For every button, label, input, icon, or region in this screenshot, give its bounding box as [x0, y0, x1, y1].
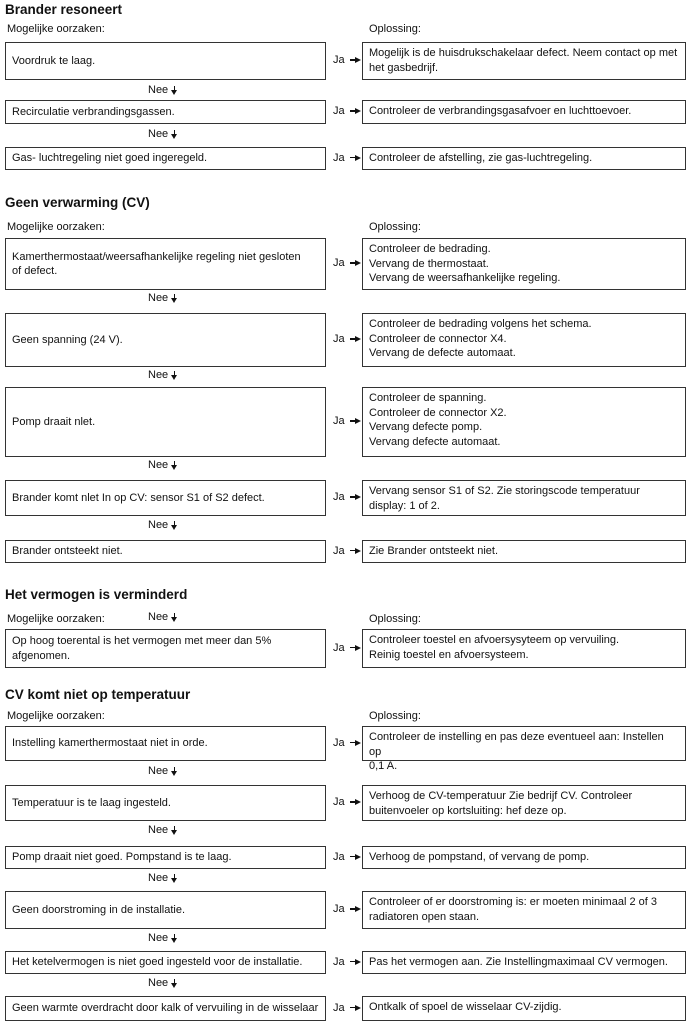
- solution-text-line: Controleer de verbrandingsgasafvoer en luchttoevoer.: [369, 105, 632, 117]
- arrow-down-icon: [171, 767, 178, 776]
- ja-connector: [333, 545, 361, 557]
- solution-box: [362, 42, 686, 80]
- solution-text-line: 0,1 A.: [369, 760, 398, 772]
- arrow-right-icon: [355, 260, 361, 266]
- solution-text-line: Verhoog de pompstand, of vervang de pomp.: [369, 851, 590, 863]
- arrow-right-icon: [355, 155, 361, 161]
- solution-text-line: Controleer de spanning.: [369, 392, 487, 404]
- nee-connector: [148, 872, 178, 884]
- arrow-right-icon: [355, 418, 361, 424]
- section-title: Brander resoneert: [5, 2, 123, 17]
- ja-connector: [333, 54, 361, 66]
- ja-label: Ja: [333, 105, 345, 117]
- solution-text-line: Controleer toestel en afvoersysyteem op vervuiling.: [369, 634, 620, 646]
- nee-connector: [148, 824, 178, 836]
- cause-text-line: Brander ontsteekt niet.: [12, 545, 123, 558]
- arrow-down-icon: [171, 461, 178, 470]
- solution-text-line: Controleer de bedrading volgens het schema.: [369, 318, 592, 330]
- solution-box: [362, 846, 686, 869]
- ja-label: Ja: [333, 903, 345, 915]
- ja-label: Ja: [333, 796, 345, 808]
- nee-label: Nee: [148, 84, 169, 96]
- ja-label: Ja: [333, 333, 345, 345]
- solution-box: [362, 540, 686, 563]
- nee-label: Nee: [148, 128, 169, 140]
- nee-label: Nee: [148, 765, 169, 777]
- cause-box: [5, 540, 326, 563]
- arrow-right-icon: [355, 906, 361, 912]
- nee-connector: [148, 369, 178, 381]
- solution-text-line: Vervang sensor S1 of S2. Zie storingscode temperatuur: [369, 485, 640, 497]
- cause-box: [5, 313, 326, 367]
- nee-connector: [148, 611, 178, 623]
- ja-connector: [333, 796, 361, 808]
- solution-box: [362, 100, 686, 124]
- ja-connector: [333, 257, 361, 269]
- ja-connector: [333, 105, 361, 117]
- nee-label: Nee: [148, 459, 169, 471]
- ja-label: Ja: [333, 257, 345, 269]
- solution-text-line: Verhoog de CV-temperatuur Zie bedrijf CV. Controleer: [369, 790, 633, 802]
- cause-box: [5, 42, 326, 80]
- causes-label: Mogelijke oorzaken:: [7, 613, 105, 625]
- cause-text-line: Pomp draait niet goed. Pompstand is te laag.: [12, 851, 232, 864]
- nee-label: Nee: [148, 824, 169, 836]
- cause-box: [5, 951, 326, 974]
- nee-connector: [148, 932, 178, 944]
- solution-box: [362, 785, 686, 821]
- ja-connector: [333, 491, 361, 503]
- solution-text-line: Reinig toestel en afvoersysteem.: [369, 648, 529, 661]
- cause-box: [5, 629, 326, 668]
- arrow-down-icon: [171, 826, 178, 835]
- solution-text-line: Mogelijk is de huisdrukschakelaar defect. Neem contact op met: [369, 47, 678, 59]
- section-title: CV komt niet op temperatuur: [5, 687, 191, 702]
- solution-box: [362, 629, 686, 668]
- arrow-down-icon: [171, 521, 178, 530]
- arrow-right-icon: [355, 959, 361, 965]
- cause-box: [5, 100, 326, 124]
- cause-text-line: Op hoog toerental is het vermogen met meer dan 5% afgenomen.: [12, 635, 272, 662]
- solution-text-line: Vervang defecte pomp.: [369, 421, 483, 433]
- ja-connector: [333, 415, 361, 427]
- ja-connector: [333, 903, 361, 915]
- cause-box: [5, 891, 326, 929]
- nee-connector: [148, 128, 178, 140]
- solution-text-line: display: 1 of 2.: [369, 499, 440, 512]
- cause-box: [5, 238, 326, 290]
- arrow-right-icon: [355, 336, 361, 342]
- solution-text-line: Vervang de weersafhankelijke regeling.: [369, 272, 561, 284]
- solution-box: [362, 313, 686, 367]
- cause-box: [5, 996, 326, 1021]
- solution-text-line: het gasbedrijf.: [369, 61, 439, 74]
- cause-box: [5, 726, 326, 761]
- nee-label: Nee: [148, 519, 169, 531]
- ja-connector: [333, 152, 361, 164]
- solution-box: [362, 238, 686, 290]
- solution-text-line: Pas het vermogen aan. Zie Instellingmaximaal CV vermogen.: [369, 956, 668, 968]
- solution-box: [362, 726, 686, 772]
- arrow-right-icon: [355, 57, 361, 63]
- arrow-down-icon: [171, 294, 178, 303]
- solution-text-line: radiatoren open staan.: [369, 910, 480, 923]
- cause-box: [5, 846, 326, 869]
- cause-box: [5, 480, 326, 516]
- nee-label: Nee: [148, 292, 169, 304]
- solution-text-line: Vervang de defecte automaat.: [369, 347, 516, 359]
- solution-text-line: Controleer de bedrading.: [369, 243, 491, 255]
- ja-label: Ja: [333, 1001, 345, 1014]
- ja-label: Ja: [333, 491, 345, 503]
- section-title: Het vermogen is verminderd: [5, 587, 188, 602]
- ja-connector: [333, 737, 361, 749]
- causes-label: Mogelijke oorzaken:: [7, 221, 105, 233]
- solution-text-line: Controleer de connector X4.: [369, 332, 507, 345]
- solution-text-line: Zie Brander ontsteekt niet.: [369, 545, 499, 557]
- solution-box: [362, 951, 686, 974]
- arrow-right-icon: [355, 494, 361, 500]
- arrow-right-icon: [355, 548, 361, 554]
- nee-label: Nee: [148, 369, 169, 381]
- cause-text-line: Kamerthermostaat/weersafhankelijke regeling niet gesloten: [12, 250, 301, 263]
- arrow-down-icon: [171, 934, 178, 943]
- nee-connector: [148, 977, 178, 989]
- nee-connector: [148, 519, 178, 531]
- ja-label: Ja: [333, 955, 345, 968]
- solution-box: [362, 387, 686, 457]
- arrow-down-icon: [171, 371, 178, 380]
- cause-text-line: Het ketelvermogen is niet goed ingesteld voor de installatie.: [12, 956, 303, 969]
- cause-box: [5, 785, 326, 821]
- cause-text-line: Gas- luchtregeling niet goed ingeregeld.: [12, 152, 208, 165]
- arrow-right-icon: [355, 1005, 361, 1011]
- solution-box: [362, 480, 686, 516]
- section-title: Geen verwarming (CV): [5, 195, 150, 210]
- nee-label: Nee: [148, 977, 169, 989]
- arrow-right-icon: [355, 854, 361, 860]
- ja-label: Ja: [333, 736, 345, 749]
- ja-label: Ja: [333, 641, 345, 654]
- solution-box: [362, 996, 686, 1021]
- solution-text-line: Controleer de instelling en pas deze eventueel aan: Instellen op: [369, 731, 664, 758]
- cause-text-line: Geen spanning (24 V).: [12, 333, 123, 346]
- arrow-right-icon: [355, 645, 361, 651]
- solution-text-line: Vervang de thermostaat.: [369, 257, 489, 270]
- cause-text-line: of defect.: [12, 265, 58, 277]
- cause-text-line: Brander komt nlet In op CV: sensor S1 of S2 defect.: [12, 491, 265, 504]
- arrow-right-icon: [355, 799, 361, 805]
- cause-text-line: Pomp draait nlet.: [12, 415, 96, 428]
- cause-text-line: Voordruk te laag.: [12, 54, 96, 67]
- solution-text-line: Controleer of er doorstroming is: er moeten minimaal 2 of 3: [369, 896, 657, 908]
- nee-connector: [148, 292, 178, 304]
- cause-text-line: Geen warmte overdracht door kalk of vervuiling in de wisselaar: [12, 1002, 319, 1015]
- nee-label: Nee: [148, 611, 169, 623]
- cause-text-line: Temperatuur is te laag ingesteld.: [12, 796, 171, 809]
- solution-label: Oplossing:: [369, 613, 421, 625]
- nee-label: Nee: [148, 872, 169, 884]
- ja-label: Ja: [333, 544, 345, 557]
- solution-label: Oplossing:: [369, 23, 421, 35]
- nee-label: Nee: [148, 932, 169, 944]
- nee-connector: [148, 765, 178, 777]
- arrow-down-icon: [171, 874, 178, 883]
- solution-text-line: Ontkalk of spoel de wisselaar CV-zijdig.: [369, 1001, 562, 1013]
- ja-connector: [333, 333, 361, 345]
- cause-text-line: Instelling kamerthermostaat niet in orde.: [12, 737, 208, 750]
- ja-connector: [333, 851, 361, 863]
- solution-box: [362, 147, 686, 170]
- solution-label: Oplossing:: [369, 710, 421, 722]
- arrow-right-icon: [355, 108, 361, 114]
- nee-connector: [148, 459, 178, 471]
- nee-connector: [148, 84, 178, 96]
- causes-label: Mogelijke oorzaken:: [7, 23, 105, 35]
- solution-box: [362, 891, 686, 929]
- arrow-down-icon: [171, 130, 178, 139]
- solution-text-line: Controleer de afstelling, zie gas-luchtregeling.: [369, 152, 593, 164]
- arrow-right-icon: [355, 740, 361, 746]
- ja-connector: [333, 642, 361, 654]
- ja-label: Ja: [333, 415, 345, 427]
- ja-connector: [333, 1002, 361, 1014]
- cause-box: [5, 387, 326, 457]
- cause-box: [5, 147, 326, 170]
- ja-connector: [333, 956, 361, 968]
- arrow-down-icon: [171, 979, 178, 988]
- arrow-down-icon: [171, 86, 178, 95]
- solution-text-line: Controleer de connector X2.: [369, 406, 507, 419]
- solution-text-line: buitenvoeler op kortsluiting: hef deze op.: [369, 804, 567, 817]
- cause-text-line: Geen doorstroming in de installatie.: [12, 903, 186, 916]
- solution-text-line: Vervang defecte automaat.: [369, 435, 501, 448]
- ja-label: Ja: [333, 54, 345, 66]
- ja-label: Ja: [333, 151, 345, 164]
- arrow-down-icon: [171, 613, 178, 622]
- ja-label: Ja: [333, 850, 345, 863]
- solution-label: Oplossing:: [369, 221, 421, 233]
- causes-label: Mogelijke oorzaken:: [7, 710, 105, 722]
- cause-text-line: Recirculatie verbrandingsgassen.: [12, 105, 175, 118]
